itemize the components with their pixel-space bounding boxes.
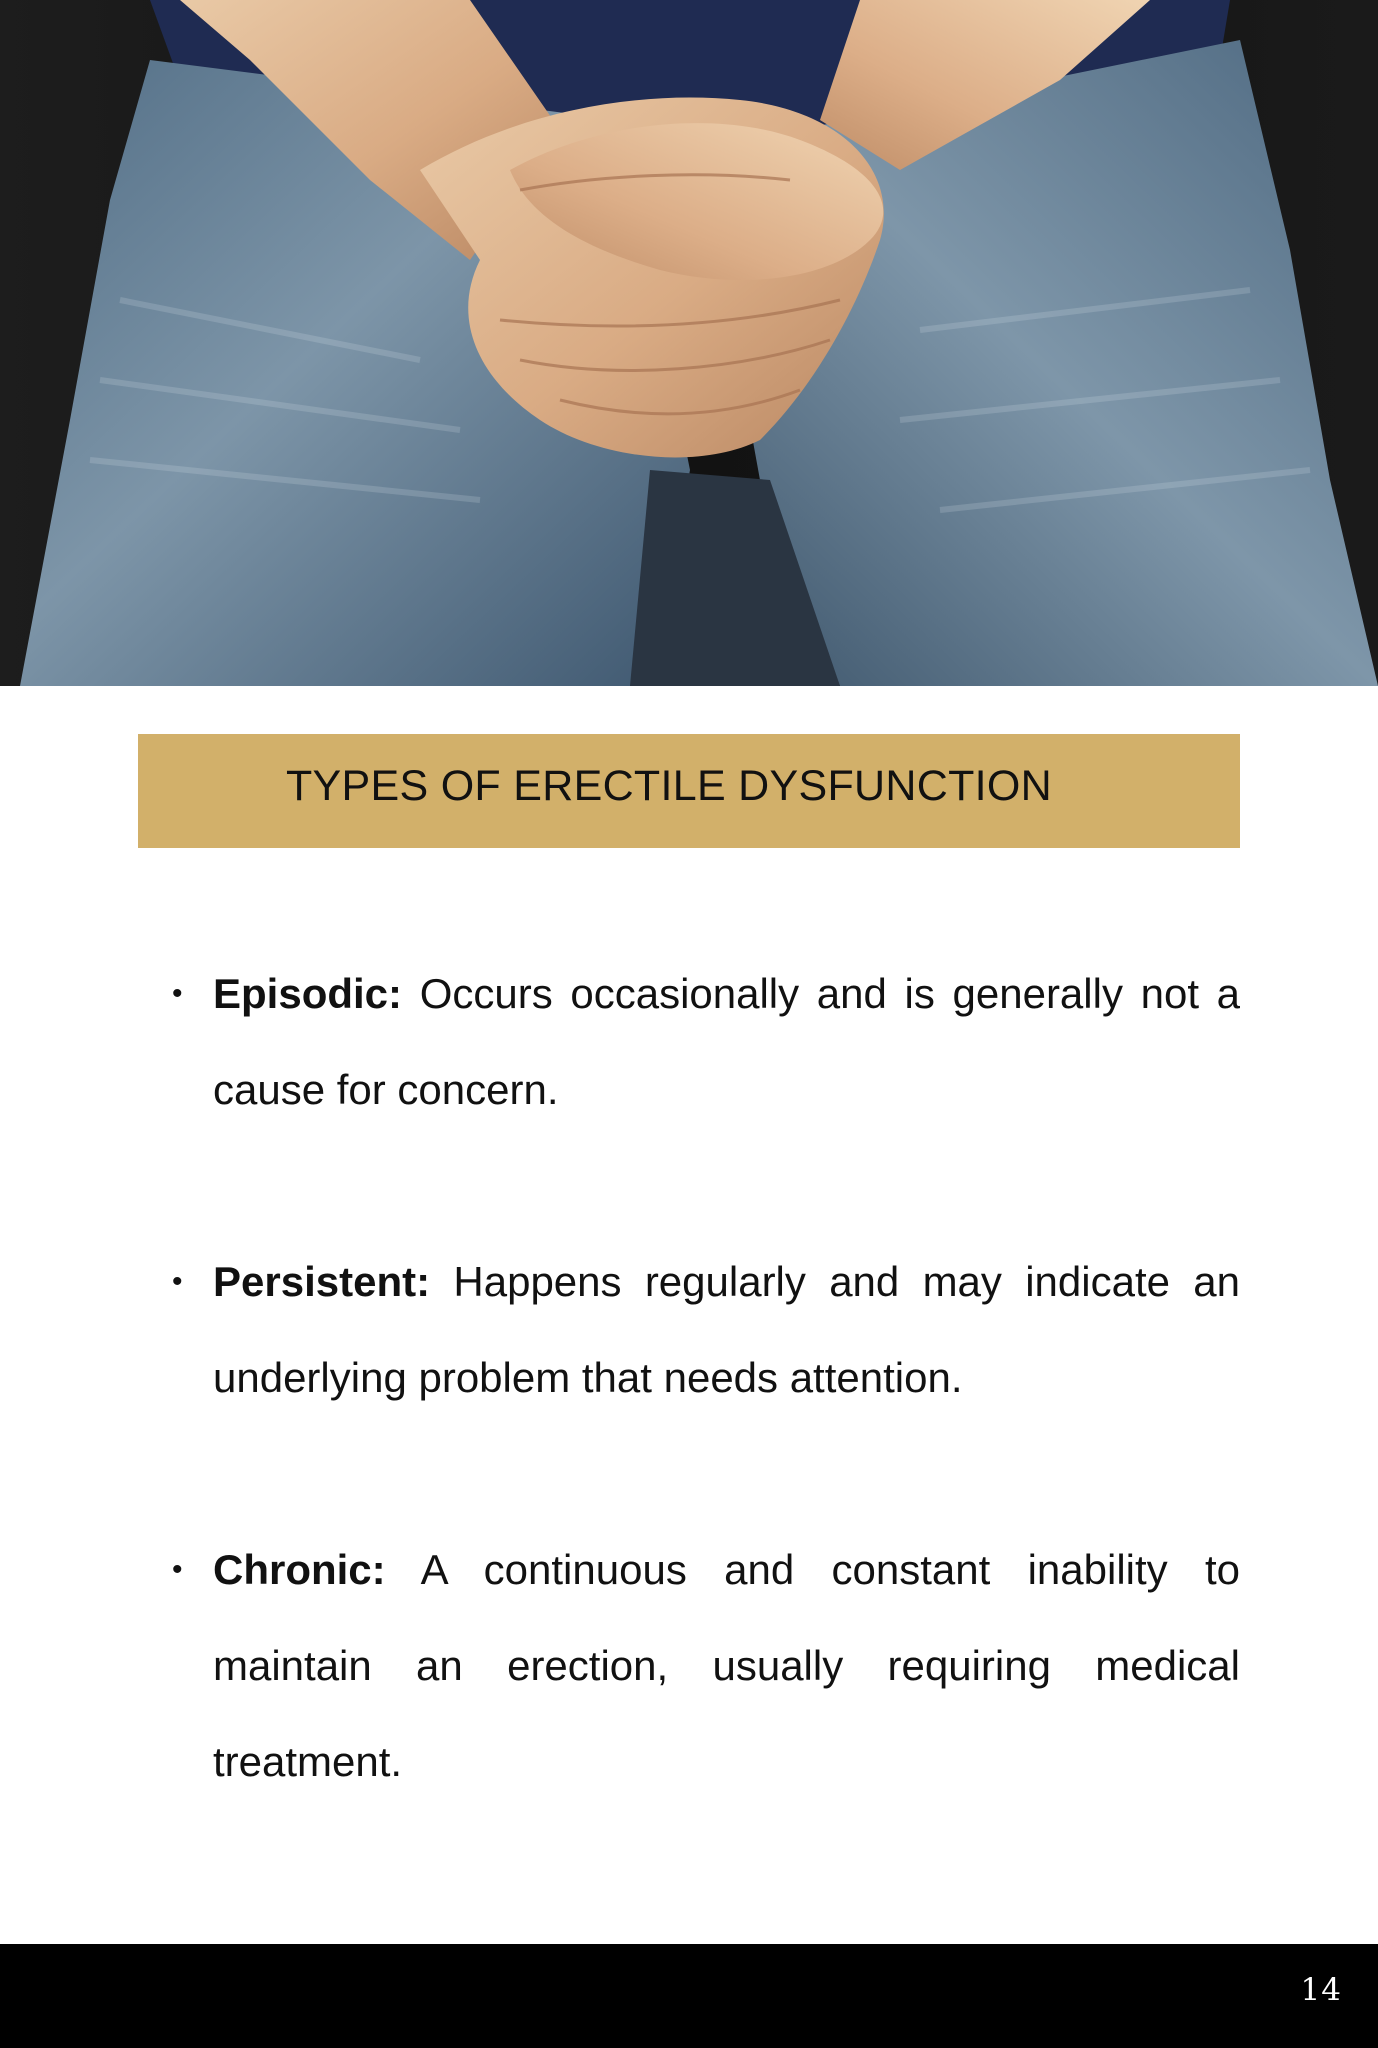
type-description: A continuous and constant inability to maintain an erection, usually requiring medical treatment.	[213, 1546, 1240, 1785]
type-description: Happens regularly and may indicate an underlying problem that needs attention.	[213, 1258, 1241, 1401]
type-description: Occurs occasionally and is generally not a cause for concern.	[213, 970, 1240, 1113]
list-item	[172, 1234, 1240, 1426]
section-title: TYPES OF ERECTILE DYSFUNCTION	[285, 762, 1053, 810]
type-term: Persistent:	[213, 1258, 431, 1305]
section-banner	[138, 734, 1240, 848]
type-term: Chronic:	[213, 1546, 386, 1593]
page-number: 14	[1300, 1972, 1342, 2008]
list-item	[172, 1522, 1240, 1810]
bullet-icon: •	[172, 1265, 183, 1298]
footer-bar	[0, 1944, 1378, 2048]
bullet-icon: •	[172, 1553, 183, 1586]
bullet-icon: •	[172, 977, 183, 1010]
hero-photo	[0, 0, 1378, 686]
types-list	[172, 946, 1240, 1906]
list-item	[172, 946, 1240, 1138]
type-term: Episodic:	[213, 970, 403, 1017]
